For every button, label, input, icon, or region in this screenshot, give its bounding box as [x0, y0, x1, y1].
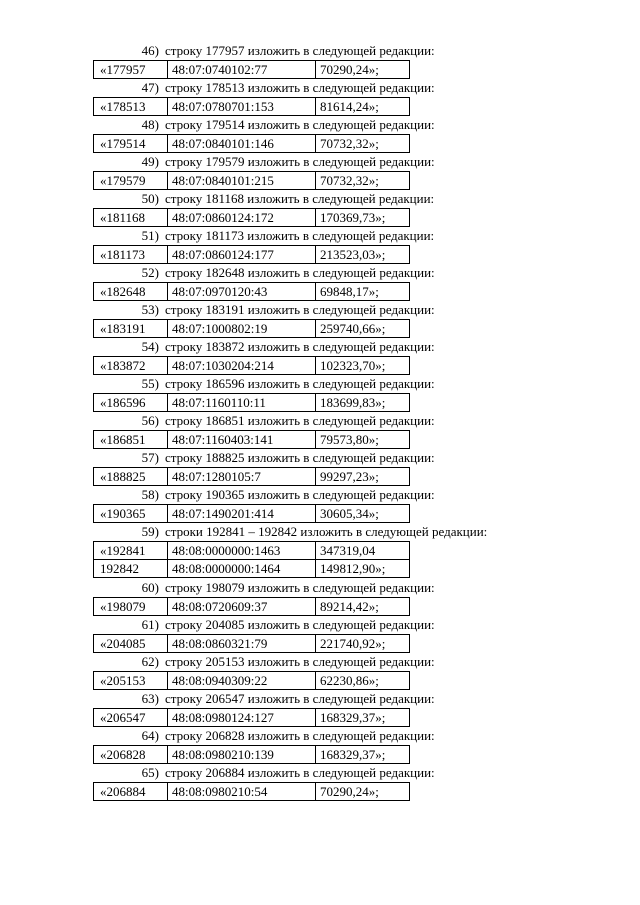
cadastral-number-cell: 48:07:0970120:43 — [168, 283, 316, 301]
amendment-instruction — [93, 153, 593, 171]
item-number: 63) — [141, 691, 159, 706]
value-cell: 183699,83»; — [316, 394, 410, 412]
amendment-instruction — [93, 690, 593, 708]
amendment-table — [93, 745, 410, 764]
row-number-cell: 192842 — [94, 560, 168, 578]
table-row — [94, 783, 410, 801]
cadastral-number-cell: 48:08:0000000:1464 — [168, 560, 316, 578]
item-number: 58) — [141, 487, 159, 502]
item-number: 46) — [141, 43, 159, 58]
cadastral-number-cell: 48:07:0780701:153 — [168, 98, 316, 116]
item-number: 59) — [141, 524, 159, 539]
amendment-table — [93, 634, 410, 653]
amendment-instruction — [93, 301, 593, 319]
table-row — [94, 505, 410, 523]
table-row — [94, 672, 410, 690]
instruction-text: строку 206828 изложить в следующей редакции: — [165, 728, 435, 743]
amendment-instruction — [93, 523, 593, 541]
instruction-text: строку 188825 изложить в следующей редакции: — [165, 450, 435, 465]
amendment-instruction — [93, 264, 593, 282]
cadastral-number-cell: 48:08:0860321:79 — [168, 635, 316, 653]
item-number: 65) — [141, 765, 159, 780]
row-number-cell: «179579 — [94, 172, 168, 190]
instruction-text: строку 181168 изложить в следующей редакции: — [165, 191, 435, 206]
item-number: 61) — [141, 617, 159, 632]
table-row — [94, 746, 410, 764]
amendment-table — [93, 134, 410, 153]
row-number-cell: «183191 — [94, 320, 168, 338]
item-number: 53) — [141, 302, 159, 317]
table-row — [94, 431, 410, 449]
amendment-table — [93, 430, 410, 449]
instruction-text: строку 186851 изложить в следующей редакции: — [165, 413, 435, 428]
amendment-instruction — [93, 338, 593, 356]
table-row — [94, 135, 410, 153]
row-number-cell: «206884 — [94, 783, 168, 801]
table-row — [94, 394, 410, 412]
instruction-text: строку 183191 изложить в следующей редакции: — [165, 302, 435, 317]
value-cell: 213523,03»; — [316, 246, 410, 264]
item-number: 47) — [141, 80, 159, 95]
cadastral-number-cell: 48:07:1160403:141 — [168, 431, 316, 449]
amendment-table — [93, 782, 410, 801]
item-number: 60) — [141, 580, 159, 595]
instruction-text: строку 206884 изложить в следующей редакции: — [165, 765, 435, 780]
table-row — [94, 542, 410, 560]
amendment-instruction — [93, 116, 593, 134]
amendment-instruction — [93, 42, 593, 60]
row-number-cell: «181173 — [94, 246, 168, 264]
row-number-cell: «182648 — [94, 283, 168, 301]
amendment-table — [93, 319, 410, 338]
cadastral-number-cell: 48:08:0980210:54 — [168, 783, 316, 801]
item-number: 52) — [141, 265, 159, 280]
cadastral-number-cell: 48:07:1280105:7 — [168, 468, 316, 486]
table-row — [94, 209, 410, 227]
row-number-cell: «186596 — [94, 394, 168, 412]
row-number-cell: «178513 — [94, 98, 168, 116]
cadastral-number-cell: 48:07:0740102:77 — [168, 61, 316, 79]
instruction-text: строку 190365 изложить в следующей редакции: — [165, 487, 435, 502]
instruction-text: строку 186596 изложить в следующей редакции: — [165, 376, 435, 391]
instruction-text: строку 205153 изложить в следующей редакции: — [165, 654, 435, 669]
row-number-cell: «206547 — [94, 709, 168, 727]
cadastral-number-cell: 48:07:0860124:177 — [168, 246, 316, 264]
row-number-cell: «192841 — [94, 542, 168, 560]
row-number-cell: «206828 — [94, 746, 168, 764]
amendment-instruction — [93, 79, 593, 97]
instruction-text: строку 183872 изложить в следующей редакции: — [165, 339, 435, 354]
instruction-text: строку 179514 изложить в следующей редакции: — [165, 117, 435, 132]
amendment-table — [93, 597, 410, 616]
amendment-instruction — [93, 579, 593, 597]
item-number: 54) — [141, 339, 159, 354]
amendment-instruction — [93, 616, 593, 634]
value-cell: 62230,86»; — [316, 672, 410, 690]
amendment-instruction — [93, 449, 593, 467]
value-cell: 89214,42»; — [316, 598, 410, 616]
cadastral-number-cell: 48:08:0000000:1463 — [168, 542, 316, 560]
row-number-cell: «198079 — [94, 598, 168, 616]
row-number-cell: «186851 — [94, 431, 168, 449]
amendment-instruction — [93, 486, 593, 504]
instruction-text: строку 178513 изложить в следующей редакции: — [165, 80, 435, 95]
table-row — [94, 172, 410, 190]
amendment-table — [93, 208, 410, 227]
cadastral-number-cell: 48:08:0980210:139 — [168, 746, 316, 764]
table-row — [94, 635, 410, 653]
value-cell: 347319,04 — [316, 542, 410, 560]
cadastral-number-cell: 48:08:0940309:22 — [168, 672, 316, 690]
amendment-instruction — [93, 764, 593, 782]
value-cell: 69848,17»; — [316, 283, 410, 301]
amendment-table — [93, 504, 410, 523]
table-row — [94, 357, 410, 375]
table-row — [94, 709, 410, 727]
amendment-table — [93, 97, 410, 116]
amendment-table — [93, 393, 410, 412]
cadastral-number-cell: 48:07:0840101:146 — [168, 135, 316, 153]
row-number-cell: «205153 — [94, 672, 168, 690]
value-cell: 81614,24»; — [316, 98, 410, 116]
value-cell: 259740,66»; — [316, 320, 410, 338]
amendment-instruction — [93, 227, 593, 245]
value-cell: 168329,37»; — [316, 709, 410, 727]
value-cell: 221740,92»; — [316, 635, 410, 653]
amendment-table — [93, 245, 410, 264]
value-cell: 79573,80»; — [316, 431, 410, 449]
cadastral-number-cell: 48:08:0720609:37 — [168, 598, 316, 616]
value-cell: 70290,24»; — [316, 61, 410, 79]
cadastral-number-cell: 48:07:1030204:214 — [168, 357, 316, 375]
instruction-text: строку 179579 изложить в следующей редакции: — [165, 154, 435, 169]
table-row — [94, 598, 410, 616]
cadastral-number-cell: 48:07:1000802:19 — [168, 320, 316, 338]
amendment-instruction — [93, 727, 593, 745]
value-cell: 70732,32»; — [316, 135, 410, 153]
row-number-cell: «181168 — [94, 209, 168, 227]
cadastral-number-cell: 48:07:0860124:172 — [168, 209, 316, 227]
value-cell: 99297,23»; — [316, 468, 410, 486]
item-number: 49) — [141, 154, 159, 169]
instruction-text: строку 206547 изложить в следующей редакции: — [165, 691, 435, 706]
item-number: 55) — [141, 376, 159, 391]
amendment-table — [93, 541, 410, 578]
amendment-table — [93, 282, 410, 301]
instruction-text: строку 177957 изложить в следующей редакции: — [165, 43, 435, 58]
table-row — [94, 246, 410, 264]
amendment-instruction — [93, 653, 593, 671]
item-number: 48) — [141, 117, 159, 132]
amendment-table — [93, 356, 410, 375]
instruction-text: строки 192841 – 192842 изложить в следующей редакции: — [165, 524, 488, 539]
item-number: 62) — [141, 654, 159, 669]
amendment-table — [93, 60, 410, 79]
value-cell: 30605,34»; — [316, 505, 410, 523]
table-row — [94, 320, 410, 338]
instruction-text: строку 182648 изложить в следующей редакции: — [165, 265, 435, 280]
amendment-instruction — [93, 375, 593, 393]
value-cell: 168329,37»; — [316, 746, 410, 764]
value-cell: 170369,73»; — [316, 209, 410, 227]
table-row — [94, 98, 410, 116]
item-number: 56) — [141, 413, 159, 428]
cadastral-number-cell: 48:07:1490201:414 — [168, 505, 316, 523]
amendment-table — [93, 671, 410, 690]
value-cell: 70290,24»; — [316, 783, 410, 801]
value-cell: 102323,70»; — [316, 357, 410, 375]
table-row — [94, 283, 410, 301]
row-number-cell: «177957 — [94, 61, 168, 79]
item-number: 57) — [141, 450, 159, 465]
cadastral-number-cell: 48:07:0840101:215 — [168, 172, 316, 190]
amendment-table — [93, 171, 410, 190]
value-cell: 149812,90»; — [316, 560, 410, 578]
row-number-cell: «188825 — [94, 468, 168, 486]
item-number: 50) — [141, 191, 159, 206]
table-row — [94, 560, 410, 578]
amendment-table — [93, 708, 410, 727]
cadastral-number-cell: 48:08:0980124:127 — [168, 709, 316, 727]
cadastral-number-cell: 48:07:1160110:11 — [168, 394, 316, 412]
amendment-instruction — [93, 412, 593, 430]
instruction-text: строку 198079 изложить в следующей редакции: — [165, 580, 435, 595]
instruction-text: строку 204085 изложить в следующей редакции: — [165, 617, 435, 632]
value-cell: 70732,32»; — [316, 172, 410, 190]
item-number: 64) — [141, 728, 159, 743]
row-number-cell: «179514 — [94, 135, 168, 153]
row-number-cell: «183872 — [94, 357, 168, 375]
row-number-cell: «190365 — [94, 505, 168, 523]
item-number: 51) — [141, 228, 159, 243]
table-row — [94, 61, 410, 79]
instruction-text: строку 181173 изложить в следующей редакции: — [165, 228, 435, 243]
amendment-table — [93, 467, 410, 486]
row-number-cell: «204085 — [94, 635, 168, 653]
table-row — [94, 468, 410, 486]
amendment-instruction — [93, 190, 593, 208]
